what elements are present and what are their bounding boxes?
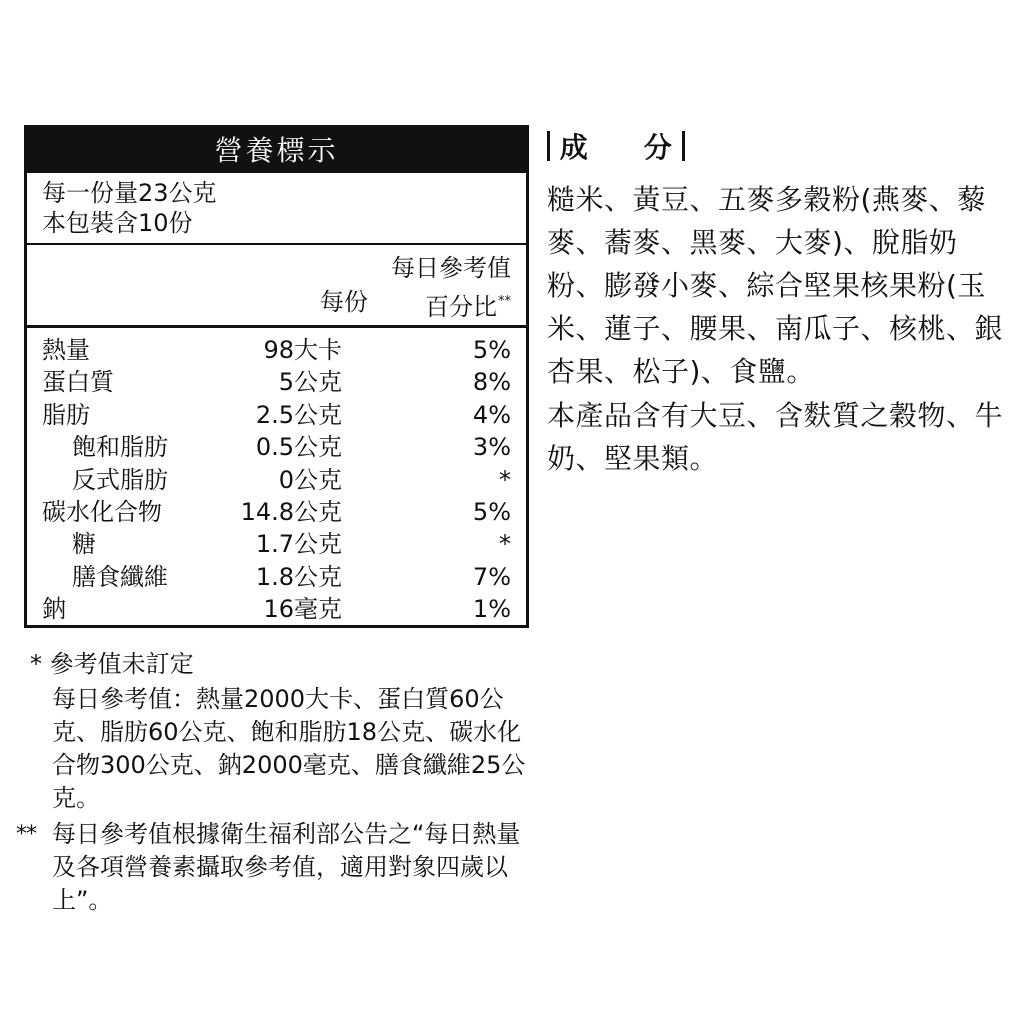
- nutrient-amount: 2.5公克: [255, 400, 342, 429]
- nutrient-daily-percent: *: [499, 465, 511, 494]
- ingredients-heading: [547, 128, 685, 168]
- heading-bar-right: [682, 131, 685, 161]
- nutrient-name: 熱量: [42, 336, 90, 364]
- nutrient-name: 糖: [72, 530, 96, 559]
- nutrient-amount: 16毫克: [263, 595, 342, 624]
- nutrient-row: [27, 496, 526, 528]
- nutrient-amount: 0公克: [278, 465, 342, 494]
- nutrient-daily-percent: 5%: [472, 336, 511, 364]
- nutrient-row: [27, 334, 526, 366]
- nutrient-row: [27, 399, 526, 431]
- nutrient-row: [27, 464, 526, 496]
- nutrient-daily-percent: 8%: [472, 368, 511, 397]
- nutrient-rows: [27, 328, 526, 626]
- nutrient-row: [27, 593, 526, 625]
- nutrient-name: 碳水化合物: [42, 497, 162, 526]
- heading-bar-left: [547, 131, 550, 161]
- footnote-daily-values: 每日參考值：熱量2000大卡、蛋白質60公克、脂肪60公克、飽和脂肪18公克、碳水化合物300公克、鈉2000毫克、膳食纖維25公克。: [52, 685, 526, 812]
- allergen-statement: 本產品含有大豆、含麩質之穀物、牛奶、堅果類。: [547, 399, 1004, 475]
- nutrient-name: 飽和脂肪: [72, 433, 168, 462]
- servings-per-pack: 本包裝含10份: [42, 209, 193, 237]
- daily-value-header-line2: [425, 287, 511, 322]
- ingredients-list: 糙米、黃豆、五麥多穀粉(燕麥、藜麥、蕎麥、黑麥、大麥)、脫脂奶粉、膨發小麥、綜合堅果核果粉(玉米、蓮子、腰果、南瓜子、核桃、銀杏果、松子)、食鹽。: [547, 183, 1004, 388]
- nutrient-daily-percent: 5%: [472, 497, 511, 526]
- serving-size: 每一份量23公克: [42, 179, 217, 207]
- nutrient-row: [27, 528, 526, 560]
- serving-info: [27, 173, 526, 243]
- column-header: [27, 245, 526, 325]
- nutrient-name: 蛋白質: [42, 368, 114, 397]
- nutrient-row: [27, 561, 526, 593]
- per-serving-header: 每份: [320, 288, 368, 316]
- nutrient-name: 脂肪: [42, 400, 90, 429]
- footnote-not-established: * 參考值未訂定: [30, 650, 194, 678]
- nutrient-amount: 0.5公克: [255, 433, 342, 462]
- nutrient-amount: 1.7公克: [255, 530, 342, 559]
- daily-value-header-line1: 每日參考值: [391, 254, 511, 282]
- nutrient-row: [27, 431, 526, 463]
- footnote-reference-source: 每日參考值根據衛生福利部公告之“每日熱量及各項營養素攝取參考值，適用對象四歲以上”。: [52, 820, 521, 914]
- nutrient-name: 膳食纖維: [72, 562, 168, 591]
- nutrient-name: 鈉: [42, 595, 66, 624]
- nutrient-daily-percent: 3%: [472, 433, 511, 462]
- nutrient-amount: 1.8公克: [255, 562, 342, 591]
- nutrition-title: 營養標示: [27, 128, 526, 173]
- nutrient-amount: 98大卡: [263, 336, 342, 364]
- daily-value-percent-label: 百分比: [425, 293, 497, 321]
- nutrient-amount: 5公克: [278, 368, 342, 397]
- ingredients-heading-text: 成 分: [559, 131, 672, 164]
- nutrient-daily-percent: *: [499, 530, 511, 559]
- nutrient-daily-percent: 7%: [472, 562, 511, 591]
- nutrient-daily-percent: 4%: [472, 400, 511, 429]
- nutrient-name: 反式脂肪: [72, 465, 168, 494]
- nutrient-daily-percent: 1%: [472, 595, 511, 624]
- nutrition-facts-panel: [24, 125, 529, 628]
- nutrient-amount: 14.8公克: [240, 497, 342, 526]
- footnote-double-asterisk: **: [16, 822, 36, 847]
- double-asterisk-mark: **: [498, 294, 511, 309]
- nutrient-row: [27, 366, 526, 398]
